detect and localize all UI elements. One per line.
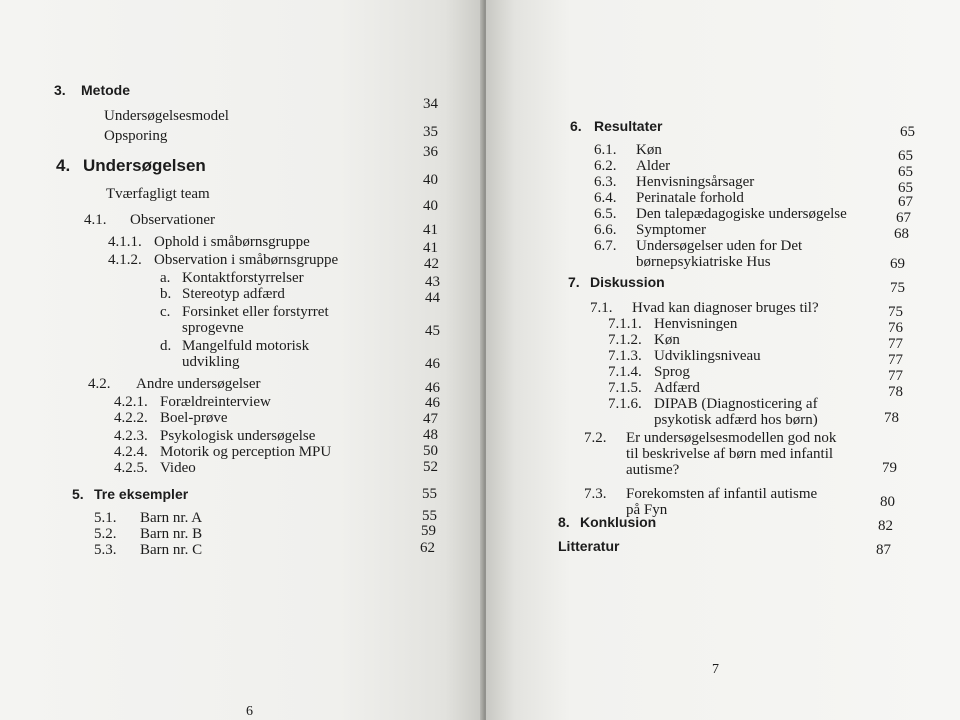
toc-entry-title: Barn nr. C — [140, 542, 203, 558]
toc-entry-title: Perinatale forhold — [636, 190, 744, 206]
toc-entry — [114, 460, 196, 476]
toc-entry — [114, 410, 227, 426]
toc-entry-page: 69 — [890, 256, 905, 272]
toc-entry-page: 77 — [888, 352, 903, 368]
toc-entry-page: 78 — [888, 384, 903, 400]
toc-entry-number: 7.1. — [590, 300, 613, 316]
toc-entry-number: 7.1.2. — [608, 332, 642, 348]
toc-entry-number: 5.1. — [94, 510, 117, 526]
toc-entry-number: 4.2.1. — [114, 394, 148, 410]
toc-entry-title: Ophold i småbørnsgruppe — [154, 234, 310, 250]
toc-entry — [108, 252, 338, 268]
toc-entry-page: 46 — [425, 380, 440, 396]
toc-entry-number: 6.1. — [594, 142, 617, 158]
toc-entry — [160, 338, 309, 354]
toc-entry-title: børnepsykiatriske Hus — [636, 254, 771, 270]
toc-entry-number: 6.5. — [594, 206, 617, 222]
toc-entry-number: 7.1.6. — [608, 396, 642, 412]
toc-entry-page: 67 — [898, 194, 913, 210]
toc-entry-title: udvikling — [182, 354, 240, 370]
toc-entry-page: 79 — [882, 460, 897, 476]
toc-entry — [594, 142, 662, 158]
toc-entry-page: 35 — [423, 124, 438, 140]
toc-entry — [584, 430, 836, 446]
toc-entry-page: 65 — [898, 148, 913, 164]
toc-entry — [160, 286, 285, 302]
toc-entry — [608, 396, 818, 412]
toc-entry-title: Video — [160, 460, 196, 476]
toc-entry-page: 41 — [423, 240, 438, 256]
toc-entry-page: 82 — [878, 518, 893, 534]
toc-entry — [94, 510, 202, 526]
toc-entry-page: 48 — [423, 427, 438, 443]
toc-entry — [94, 526, 202, 542]
toc-entry-number: 8. — [558, 514, 570, 530]
toc-entry-number: 5.2. — [94, 526, 117, 542]
toc-entry-page: 62 — [420, 540, 435, 556]
toc-entry-number: 6.4. — [594, 190, 617, 206]
toc-entry-number: 7.2. — [584, 430, 607, 446]
toc-entry-page: 34 — [423, 96, 438, 112]
toc-entry — [84, 212, 215, 228]
toc-right — [486, 0, 960, 720]
toc-entry-title: Opsporing — [104, 128, 168, 144]
toc-entry-page: 44 — [425, 290, 440, 306]
toc-entry-number: 4.1. — [84, 212, 107, 228]
toc-entry-page: 43 — [425, 274, 440, 290]
toc-entry-number: 4.1.2. — [108, 252, 142, 268]
toc-entry-title: Forekomsten af infantil autisme — [626, 486, 818, 502]
toc-entry-title: Mangelfuld motorisk — [182, 338, 310, 354]
toc-entry-title: Kontaktforstyrrelser — [182, 270, 304, 286]
toc-entry-page: 41 — [423, 222, 438, 238]
toc-entry-title: Køn — [654, 332, 680, 348]
toc-entry-page: 40 — [423, 198, 438, 214]
toc-entry-title: Adfærd — [654, 380, 700, 396]
toc-entry-title: Symptomer — [636, 222, 706, 238]
toc-entry-number: 7.1.4. — [608, 364, 642, 380]
toc-entry-title: Konklusion — [580, 514, 657, 530]
toc-entry-number: 6.2. — [594, 158, 617, 174]
toc-entry-number: 4.2.5. — [114, 460, 148, 476]
toc-entry-page: 40 — [423, 172, 438, 188]
toc-entry-number: 5.3. — [94, 542, 117, 558]
toc-entry — [594, 158, 670, 174]
toc-entry-title: på Fyn — [626, 502, 668, 518]
toc-entry-title: Den talepædagogiske undersøgelse — [636, 206, 847, 222]
toc-entry — [160, 304, 329, 320]
toc-entry — [608, 316, 737, 332]
toc-entry-title: Observationer — [130, 212, 215, 228]
toc-entry-title: Henvisningen — [654, 316, 738, 332]
toc-entry — [654, 412, 818, 428]
toc-entry-title: sprogevne — [182, 320, 244, 336]
toc-entry-title: Sprog — [654, 364, 690, 380]
toc-entry-number: b. — [160, 286, 172, 302]
toc-entry-number: 7.1.5. — [608, 380, 642, 396]
toc-entry-number: 7.1.1. — [608, 316, 642, 332]
toc-entry-page: 59 — [421, 523, 436, 539]
toc-entry — [570, 118, 662, 134]
toc-entry — [160, 270, 304, 286]
toc-entry — [594, 222, 706, 238]
toc-entry — [608, 348, 761, 364]
toc-entry-number: a. — [160, 270, 171, 286]
toc-entry-number: 4.2.3. — [114, 428, 148, 444]
toc-entry-title: Undersøgelsen — [83, 156, 206, 175]
toc-entry-number: 6.6. — [594, 222, 617, 238]
toc-entry-page: 75 — [890, 280, 905, 296]
toc-entry-page: 65 — [898, 164, 913, 180]
toc-entry — [594, 190, 744, 206]
toc-entry-page: 55 — [422, 486, 437, 502]
toc-entry-title: Tværfagligt team — [106, 186, 210, 202]
toc-entry — [72, 486, 188, 502]
toc-entry-page: 55 — [422, 508, 437, 524]
toc-entry-number: 4.2.2. — [114, 410, 148, 426]
toc-entry — [54, 82, 130, 98]
toc-entry-page: 67 — [896, 210, 911, 226]
toc-entry-title: Metode — [81, 82, 130, 98]
toc-entry-page: 77 — [888, 336, 903, 352]
toc-entry-page: 68 — [894, 226, 909, 242]
toc-entry-number: 5. — [72, 486, 84, 502]
toc-entry — [568, 274, 665, 290]
right-page — [486, 0, 960, 720]
toc-entry-page: 46 — [425, 356, 440, 372]
toc-entry-title: Litteratur — [558, 538, 620, 554]
toc-entry — [114, 444, 331, 460]
toc-entry-title: Hvad kan diagnoser bruges til? — [632, 300, 819, 316]
toc-entry — [114, 394, 271, 410]
toc-entry-title: Henvisningsårsager — [636, 174, 755, 190]
toc-entry — [608, 380, 700, 396]
toc-entry-title: Psykologisk undersøgelse — [160, 428, 316, 444]
toc-entry-title: Motorik og perception MPU — [160, 444, 332, 460]
toc-entry — [608, 332, 680, 348]
toc-entry-page: 78 — [884, 410, 899, 426]
toc-entry — [182, 320, 244, 336]
toc-entry-page: 47 — [423, 411, 438, 427]
toc-entry-page: 42 — [424, 256, 439, 272]
toc-entry-title: psykotisk adfærd hos børn) — [654, 412, 818, 428]
toc-entry-number: d. — [160, 338, 172, 354]
toc-entry-number: 3. — [54, 82, 66, 98]
toc-entry-title: Diskussion — [590, 274, 665, 290]
toc-entry-title: Forsinket eller forstyrret — [182, 304, 329, 320]
toc-entry-number: c. — [160, 304, 171, 320]
toc-entry-page: 36 — [423, 144, 438, 160]
toc-entry-title: Boel-prøve — [160, 410, 228, 426]
toc-entry — [558, 538, 619, 554]
toc-entry — [56, 158, 206, 174]
toc-entry — [94, 542, 202, 558]
toc-entry — [88, 376, 261, 392]
toc-entry-title: til beskrivelse af børn med infantil — [626, 446, 834, 462]
toc-entry-title: Undersøgelser uden for Det — [636, 238, 803, 254]
toc-entry — [558, 514, 656, 530]
toc-entry-number: 6.3. — [594, 174, 617, 190]
toc-entry — [608, 364, 690, 380]
toc-entry-page: 76 — [888, 320, 903, 336]
toc-entry-title: Stereotyp adfærd — [182, 286, 285, 302]
toc-entry-page: 46 — [425, 395, 440, 411]
toc-entry — [594, 206, 847, 222]
toc-entry-number: 7.3. — [584, 486, 607, 502]
toc-entry — [636, 254, 771, 270]
toc-entry-title: Barn nr. B — [140, 526, 203, 542]
toc-entry-title: Resultater — [594, 118, 663, 134]
toc-entry-number: 4. — [56, 156, 71, 175]
toc-entry-page: 45 — [425, 323, 440, 339]
page-number-left: 6 — [246, 704, 253, 719]
toc-entry-page: 52 — [423, 459, 438, 475]
toc-entry-title: Køn — [636, 142, 662, 158]
toc-entry — [106, 186, 210, 202]
toc-entry-title: Barn nr. A — [140, 510, 203, 526]
toc-entry-title: DIPAB (Diagnosticering af — [654, 396, 818, 412]
page-number-right: 7 — [712, 662, 719, 677]
toc-entry-number: 4.2.4. — [114, 444, 148, 460]
toc-entry — [626, 462, 679, 478]
toc-entry-title: Er undersøgelsesmodellen god nok — [626, 430, 837, 446]
toc-entry-page: 80 — [880, 494, 895, 510]
toc-entry-page: 75 — [888, 304, 903, 320]
toc-entry-number: 7.1.3. — [608, 348, 642, 364]
toc-entry-title: autisme? — [626, 462, 680, 478]
toc-entry — [114, 428, 315, 444]
toc-entry-title: Tre eksempler — [94, 486, 189, 502]
toc-entry-page: 65 — [900, 124, 915, 140]
toc-entry-number: 4.1.1. — [108, 234, 142, 250]
toc-entry — [594, 238, 802, 254]
toc-entry-number: 6. — [570, 118, 582, 134]
toc-entry — [104, 108, 229, 124]
toc-entry — [182, 354, 240, 370]
toc-entry — [594, 174, 754, 190]
toc-entry — [626, 446, 833, 462]
toc-entry-number: 7. — [568, 274, 580, 290]
toc-entry-title: Alder — [636, 158, 671, 174]
toc-entry-title: Observation i småbørnsgruppe — [154, 252, 339, 268]
toc-entry-page: 50 — [423, 443, 438, 459]
toc-entry-page: 77 — [888, 368, 903, 384]
toc-entry-title: Undersøgelsesmodel — [104, 108, 229, 124]
toc-entry-title: Andre undersøgelser — [136, 376, 261, 392]
toc-entry-number: 6.7. — [594, 238, 617, 254]
toc-entry-page: 87 — [876, 542, 891, 558]
toc-entry — [108, 234, 310, 250]
toc-entry — [584, 486, 817, 502]
toc-entry-title: Udviklingsniveau — [654, 348, 761, 364]
toc-entry-number: 4.2. — [88, 376, 111, 392]
toc-entry — [104, 128, 167, 144]
toc-entry — [590, 300, 819, 316]
toc-entry-page: 65 — [898, 180, 913, 196]
toc-entry-title: Forældreinterview — [160, 394, 271, 410]
